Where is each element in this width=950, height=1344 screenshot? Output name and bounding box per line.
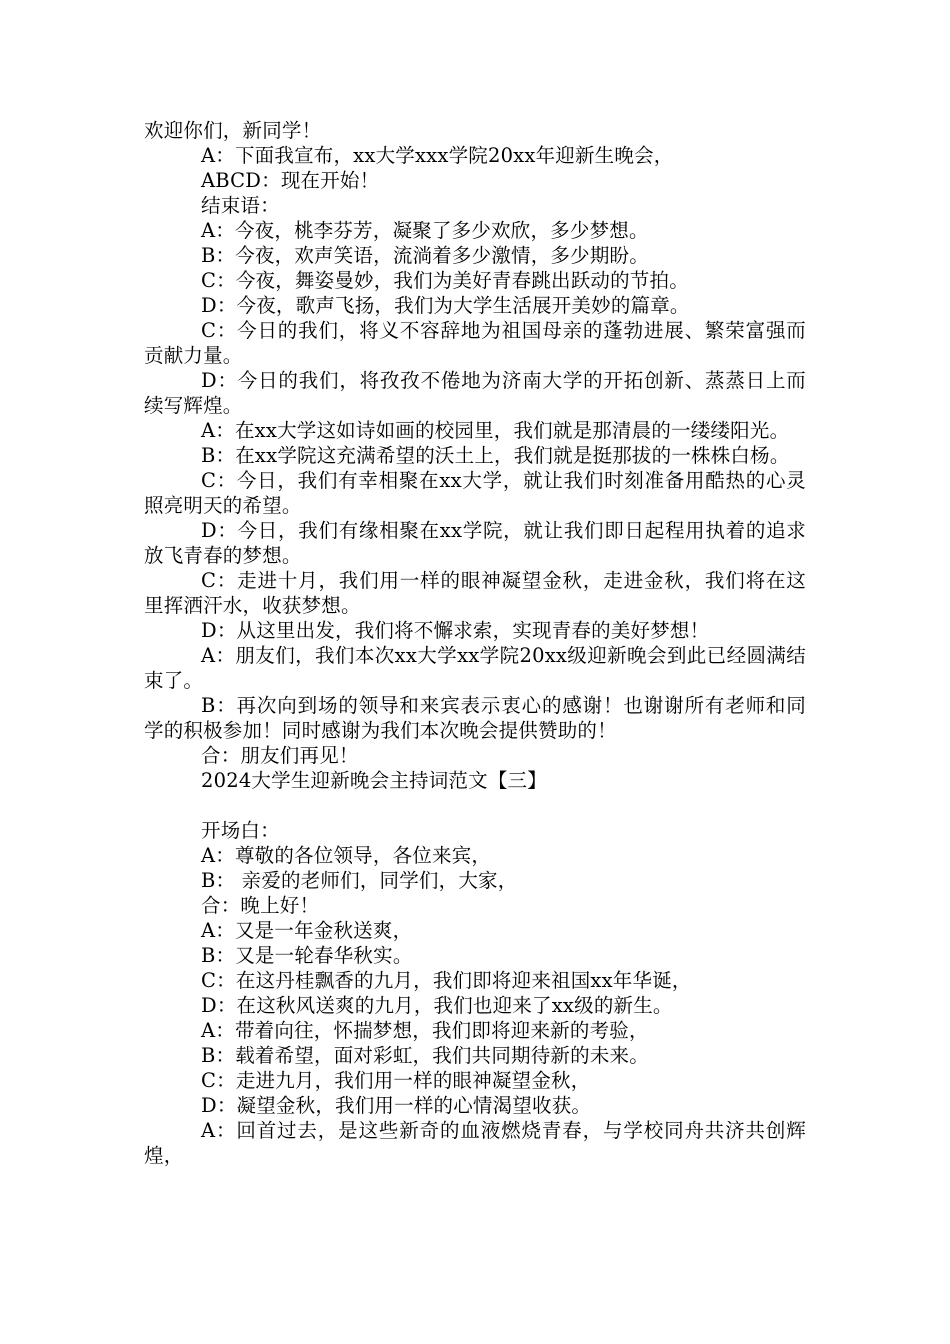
paragraph: D：今日，我们有缘相聚在xx学院，就让我们即日起程用执着的追求放飞青春的梦想。 xyxy=(144,519,806,567)
paragraph: D：今夜，歌声飞扬，我们为大学生活展开美妙的篇章。 xyxy=(201,294,690,317)
paragraph: A：今夜，桃李芬芳，凝聚了多少欢欣，多少梦想。 xyxy=(201,219,649,242)
paragraph: C：在这丹桂飘香的九月，我们即将迎来祖国xx年华诞， xyxy=(201,969,692,992)
paragraph: A：在xx大学这如诗如画的校园里，我们就是那清晨的一缕缕阳光。 xyxy=(201,419,790,442)
paragraph: 合：朋友们再见！ xyxy=(201,744,359,767)
paragraph: ABCD：现在开始！ xyxy=(201,169,380,192)
document-section-title: 2024大学生迎新晚会主持词范文【三】 xyxy=(201,769,547,792)
paragraph: A：朋友们，我们本次xx大学xx学院20xx级迎新晚会到此已经圆满结束了。 xyxy=(144,644,806,692)
paragraph: A：带着向往，怀揣梦想，我们即将迎来新的考验， xyxy=(201,1019,649,1042)
paragraph: C：今夜，舞姿曼妙，我们为美好青春跳出跃动的节拍。 xyxy=(201,269,689,292)
document-page xyxy=(144,118,806,1168)
paragraph: D：从这里出发，我们将不懈求索，实现青春的美好梦想！ xyxy=(201,619,710,642)
paragraph: B：载着希望，面对彩虹，我们共同期待新的未来。 xyxy=(201,1044,649,1067)
paragraph: B：在xx学院这充满希望的沃土上，我们就是挺那拔的一株株白杨。 xyxy=(201,444,790,467)
paragraph: A：下面我宣布，xx大学xxx学院20xx年迎新生晚会， xyxy=(201,144,674,167)
section-heading: 开场白： xyxy=(201,819,280,842)
paragraph: A：尊敬的各位领导，各位来宾， xyxy=(201,844,492,867)
section-heading: 结束语： xyxy=(201,194,280,217)
paragraph: D：凝望金秋，我们用一样的心情渴望收获。 xyxy=(201,1094,592,1117)
paragraph: B： 亲爱的老师们，同学们，大家， xyxy=(201,869,518,892)
paragraph: C：走进九月，我们用一样的眼神凝望金秋， xyxy=(201,1069,591,1092)
paragraph: 欢迎你们，新同学！ xyxy=(144,119,322,142)
paragraph: C：走进十月，我们用一样的眼神凝望金秋，走进金秋，我们将在这里挥洒汗水，收获梦想。 xyxy=(144,569,806,617)
paragraph: B：又是一轮春华秋实。 xyxy=(201,944,413,967)
paragraph: D：在这秋风送爽的九月，我们也迎来了xx级的新生。 xyxy=(201,994,673,1017)
paragraph: A：回首过去，是这些新奇的血液燃烧青春，与学校同舟共济共创辉煌， xyxy=(144,1119,806,1167)
paragraph: C：今日，我们有幸相聚在xx大学，就让我们时刻准备用酷热的心灵照亮明天的希望。 xyxy=(144,469,806,517)
paragraph: D：今日的我们，将孜孜不倦地为济南大学的开拓创新、蒸蒸日上而续写辉煌。 xyxy=(144,369,806,417)
paragraph: C：今日的我们，将义不容辞地为祖国母亲的蓬勃进展、繁荣富强而贡献力量。 xyxy=(144,319,806,367)
paragraph: B：今夜，欢声笑语，流淌着多少激情，多少期盼。 xyxy=(201,244,649,267)
paragraph: A：又是一年金秋送爽， xyxy=(201,919,413,942)
paragraph: 合：晚上好！ xyxy=(201,894,320,917)
paragraph: B：再次向到场的领导和来宾表示衷心的感谢！也谢谢所有老师和同学的积极参加！同时感谢为我们本次晚会提供赞助的！ xyxy=(144,694,806,742)
blank-line xyxy=(144,793,806,818)
